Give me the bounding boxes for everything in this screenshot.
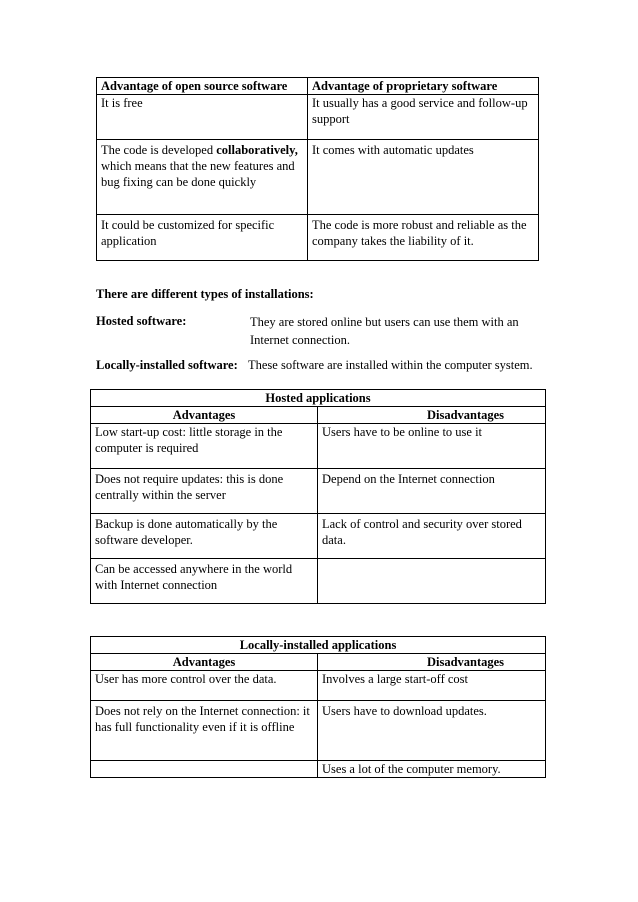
open-vs-proprietary-table (96, 77, 539, 261)
table-cell: Involves a large start-off cost (318, 671, 546, 701)
header-advantages: Advantages (91, 407, 318, 424)
table-row (91, 671, 546, 701)
locally-installed-applications-table (90, 636, 546, 778)
hosted-software-text: They are stored online but users can use them with an Internet connection. (250, 315, 519, 347)
table-cell: Uses a lot of the computer memory. (318, 761, 546, 778)
table-header-row (97, 78, 539, 95)
header-disadvantages: Disadvantages (318, 407, 546, 424)
table-title-row (91, 637, 546, 654)
table-header-row (91, 654, 546, 671)
cell-bold-text: collaboratively, (216, 143, 298, 157)
table-title: Locally-installed applications (91, 637, 546, 654)
table-title-row (91, 390, 546, 407)
locally-installed-text: These software are installed within the computer system. (248, 358, 533, 372)
table-cell: It usually has a good service and follow-up support (308, 95, 539, 140)
cell-text: The code is developed (101, 143, 214, 157)
table-cell: Does not require updates: this is done centrally within the server (91, 469, 318, 514)
header-open-source: Advantage of open source software (97, 78, 308, 95)
table-row (91, 424, 546, 469)
hosted-applications-table (90, 389, 546, 604)
table-cell: The code is more robust and reliable as the company takes the liability of it. (308, 215, 539, 261)
table-row (91, 701, 546, 761)
table-cell: Users have to download updates. (318, 701, 546, 761)
table-cell: Low start-up cost: little storage in the computer is required (91, 424, 318, 469)
table-cell: Lack of control and security over stored data. (318, 514, 546, 559)
table-cell: User has more control over the data. (91, 671, 318, 701)
table-cell (91, 761, 318, 778)
table-cell: It is free (97, 95, 308, 140)
table-header-row (91, 407, 546, 424)
locally-installed-label: Locally-installed software: (96, 358, 238, 372)
table-row (91, 514, 546, 559)
table-row (91, 761, 546, 778)
table-row (97, 95, 539, 140)
table-cell (318, 559, 546, 604)
table-cell (97, 140, 308, 215)
table-cell: It comes with automatic updates (308, 140, 539, 215)
header-proprietary: Advantage of proprietary software (308, 78, 539, 95)
table-cell: Backup is done automatically by the software developer. (91, 514, 318, 559)
table-row (91, 559, 546, 604)
table-cell: Does not rely on the Internet connection: it has full functionality even if it is offline (91, 701, 318, 761)
cell-text: which means that the new features and bug fixing can be done quickly (101, 159, 295, 189)
header-advantages: Advantages (91, 654, 318, 671)
table-cell: It could be customized for specific application (97, 215, 308, 261)
header-disadvantages: Disadvantages (318, 654, 546, 671)
installations-heading: There are different types of installations: (96, 287, 314, 301)
table-row (91, 469, 546, 514)
table-row (97, 215, 539, 261)
hosted-software-label: Hosted software: (96, 314, 187, 328)
table-cell: Depend on the Internet connection (318, 469, 546, 514)
table-cell: Can be accessed anywhere in the world with Internet connection (91, 559, 318, 604)
table-row (97, 140, 539, 215)
table-cell: Users have to be online to use it (318, 424, 546, 469)
table-title: Hosted applications (91, 390, 546, 407)
